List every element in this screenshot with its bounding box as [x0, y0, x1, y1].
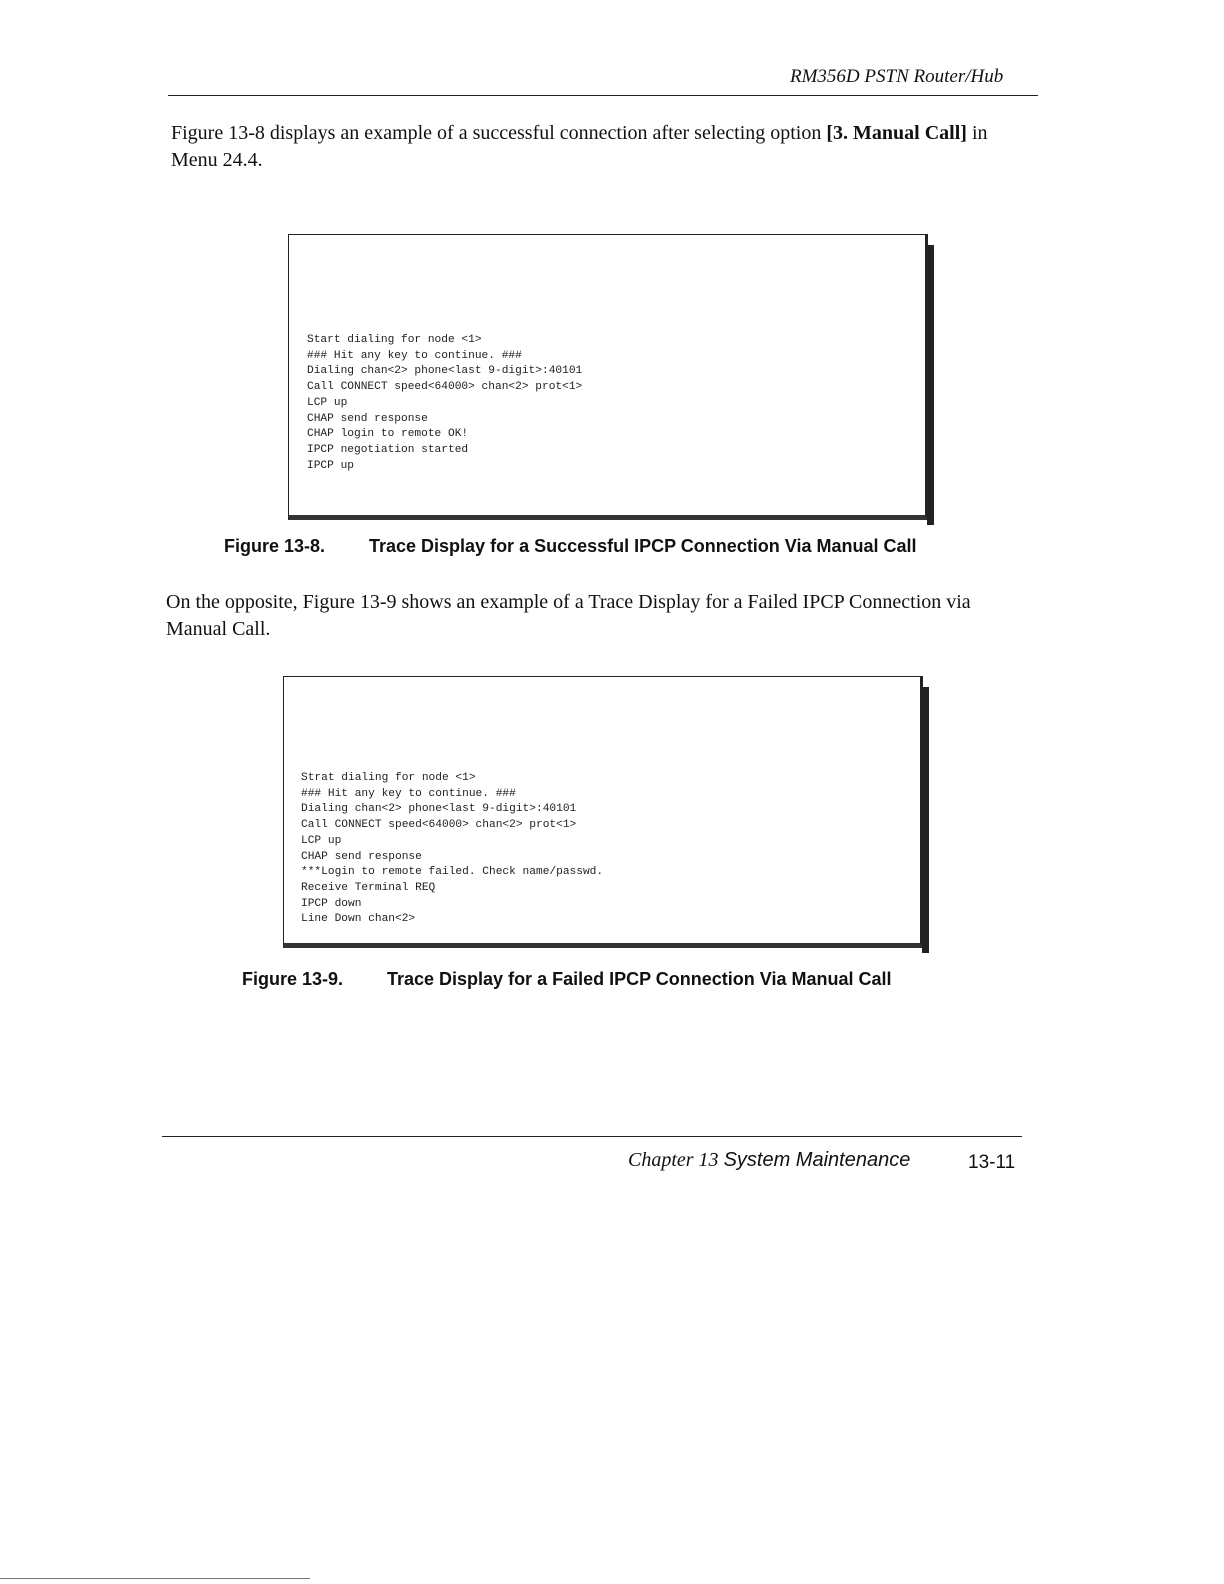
trace-line: Line Down chan<2>: [301, 913, 416, 926]
trace-line: CHAP login to remote OK!: [307, 428, 469, 441]
trace-line: IPCP negotiation started: [307, 443, 469, 456]
trace-line: LCP up: [301, 834, 342, 847]
page-number: 13-11: [968, 1152, 1016, 1173]
header-rule: [168, 95, 1038, 96]
intro-bold-option: [3. Manual Call]: [826, 122, 967, 144]
footer-chapter: [628, 1149, 910, 1172]
trace-screen-failed: [283, 676, 923, 948]
figure-caption-13-8: [224, 536, 917, 557]
trace-line: ***Login to remote failed. Check name/passwd.: [301, 866, 604, 879]
trace-line: ### Hit any key to continue. ###: [307, 349, 522, 362]
trace-line: Dialing chan<2> phone<last 9-digit>:40101: [307, 365, 583, 378]
intro-text-before: Figure 13-8 displays an example of a successful connection after selecting option: [171, 122, 827, 144]
trace-line: LCP up: [307, 396, 348, 409]
trace-screen-success: [288, 234, 928, 520]
caption-title: Trace Display for a Failed IPCP Connection Via Manual Call: [387, 969, 892, 989]
trace-line: Call CONNECT speed<64000> chan<2> prot<1>: [307, 381, 583, 394]
caption-title: Trace Display for a Successful IPCP Connection Via Manual Call: [369, 536, 917, 556]
trace-output-failed: [301, 771, 603, 928]
trace-output-success: [307, 333, 582, 474]
trace-line: Dialing chan<2> phone<last 9-digit>:40101: [301, 803, 577, 816]
intro-paragraph: [171, 120, 1011, 174]
running-header: RM356D PSTN Router/Hub: [790, 66, 1004, 87]
opposite-paragraph: On the opposite, Figure 13-9 shows an example of a Trace Display for a Failed IPCP Connection via Manual Call.: [166, 591, 971, 640]
trace-line: Receive Terminal REQ: [301, 881, 436, 894]
intro-text-after: in Menu 24.4.: [171, 122, 988, 171]
caption-number: Figure 13-9.: [242, 969, 344, 989]
trace-line: IPCP down: [301, 897, 362, 910]
trace-line: Start dialing for node <1>: [307, 334, 482, 346]
footer-section-title: System Maintenance: [723, 1149, 911, 1171]
trace-line: Call CONNECT speed<64000> chan<2> prot<1>: [301, 819, 577, 832]
trace-line: Strat dialing for node <1>: [301, 772, 476, 784]
bottom-edge-rule: [0, 1578, 310, 1579]
trace-line: IPCP up: [307, 459, 354, 472]
footer-chapter-number: Chapter 13: [628, 1149, 719, 1171]
trace-line: CHAP send response: [307, 412, 428, 425]
trace-line: CHAP send response: [301, 850, 422, 863]
trace-line: ### Hit any key to continue. ###: [301, 787, 516, 800]
figure-caption-13-9: [242, 969, 891, 990]
caption-number: Figure 13-8.: [224, 536, 326, 556]
footer-rule: [162, 1136, 1022, 1137]
